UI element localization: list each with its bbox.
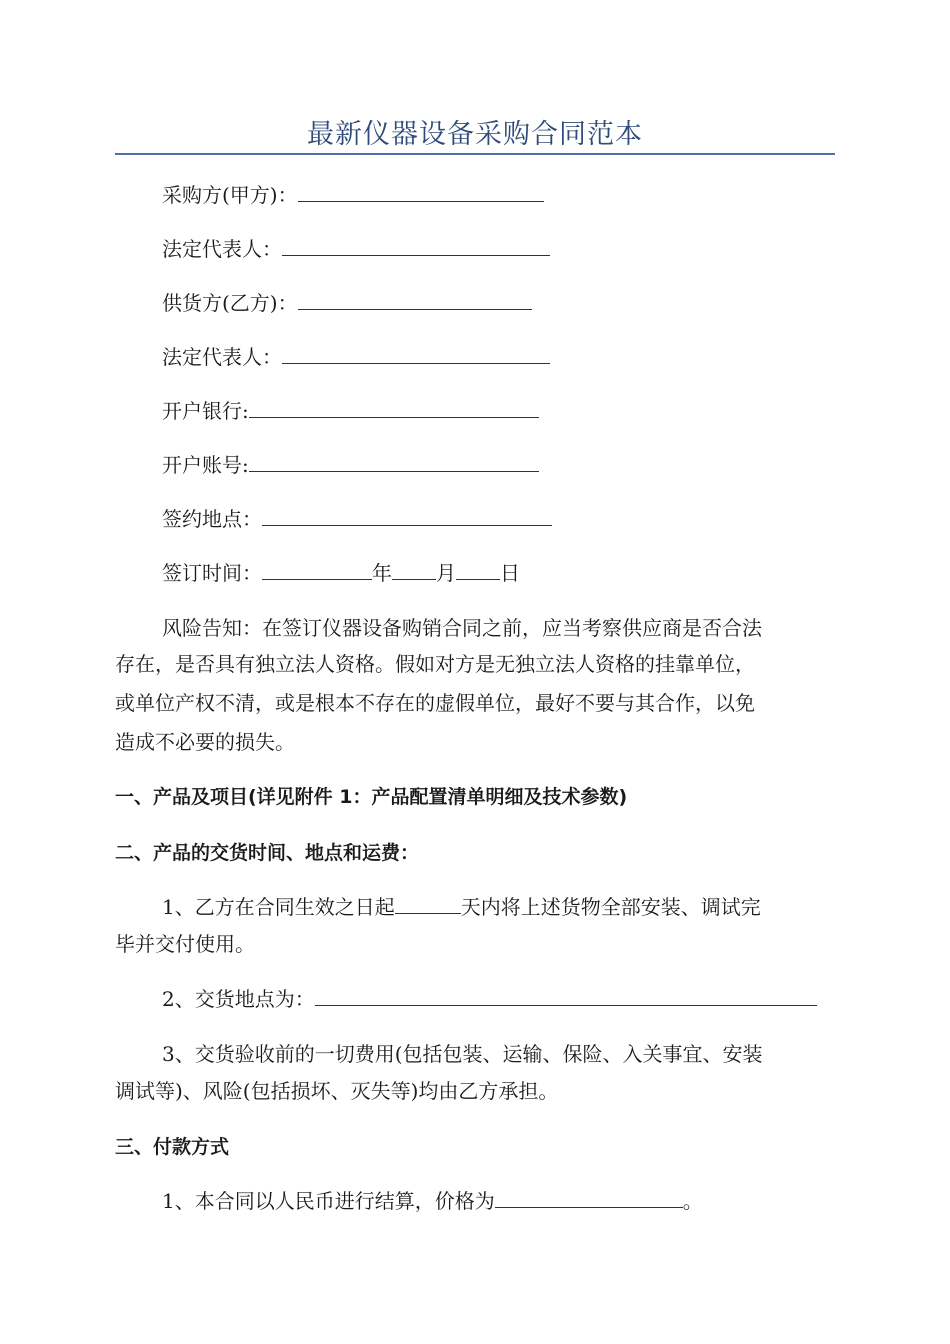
year-label: 年	[372, 561, 392, 585]
place-label: 签约地点：	[162, 507, 262, 531]
account-field	[162, 451, 539, 479]
price-blank[interactable]	[495, 1187, 683, 1208]
buyer-rep-field	[162, 235, 550, 263]
clause-delivery-place	[162, 985, 817, 1013]
delivery-place-blank[interactable]	[315, 985, 817, 1006]
risk-notice-line: 存在，是否具有独立法人资格。假如对方是无独立法人资格的挂靠单位，	[115, 652, 755, 676]
date-label: 签订时间：	[162, 561, 262, 585]
place-blank[interactable]	[262, 505, 552, 526]
bank-blank[interactable]	[249, 397, 539, 418]
clause-text: 。	[682, 1189, 703, 1213]
month-blank[interactable]	[392, 559, 436, 580]
buyer-rep-label: 法定代表人：	[162, 237, 282, 261]
risk-notice-line: 造成不必要的损失。	[115, 730, 295, 754]
clause-delivery-time-cont: 毕并交付使用。	[115, 932, 255, 956]
supplier-label: 供货方(乙方)：	[162, 291, 298, 315]
place-field	[162, 505, 552, 533]
supplier-field	[162, 289, 532, 317]
clause-text: 天内将上述货物全部安装、调试完	[460, 895, 761, 919]
section-heading-payment: 三、付款方式	[115, 1136, 230, 1158]
document-title: 最新仪器设备采购合同范本	[307, 119, 643, 150]
title-underline	[115, 153, 835, 155]
clause-costs-cont: 调试等)、风险(包括损坏、灭失等)均由乙方承担。	[115, 1079, 559, 1103]
date-field	[162, 559, 520, 587]
buyer-blank[interactable]	[298, 181, 544, 202]
buyer-rep-blank[interactable]	[282, 235, 550, 256]
bank-field	[162, 397, 539, 425]
clause-text: 1、本合同以人民币进行结算，价格为	[162, 1189, 495, 1213]
supplier-rep-blank[interactable]	[282, 343, 550, 364]
account-blank[interactable]	[249, 451, 539, 472]
buyer-field	[162, 181, 544, 209]
section-heading-products: 一、产品及项目(详见附件 1：产品配置清单明细及技术参数)	[115, 786, 628, 808]
day-label: 日	[500, 561, 520, 585]
year-blank[interactable]	[262, 559, 372, 580]
buyer-label: 采购方(甲方)：	[162, 183, 298, 207]
month-label: 月	[436, 561, 456, 585]
clause-text: 2、交货地点为：	[162, 987, 315, 1011]
risk-notice-line: 风险告知：在签订仪器设备购销合同之前，应当考察供应商是否合法	[162, 616, 762, 640]
supplier-rep-field	[162, 343, 550, 371]
clause-costs: 3、交货验收前的一切费用(包括包装、运输、保险、入关事宜、安装	[162, 1042, 763, 1066]
days-blank[interactable]	[395, 893, 461, 914]
clause-text: 1、乙方在合同生效之日起	[162, 895, 395, 919]
risk-notice-line: 或单位产权不清，或是根本不存在的虚假单位，最好不要与其合作，以免	[115, 691, 755, 715]
day-blank[interactable]	[456, 559, 500, 580]
clause-delivery-time	[162, 893, 761, 921]
bank-label: 开户银行:	[162, 399, 249, 423]
supplier-blank[interactable]	[298, 289, 532, 310]
account-label: 开户账号:	[162, 453, 249, 477]
supplier-rep-label: 法定代表人：	[162, 345, 282, 369]
section-heading-delivery: 二、产品的交货时间、地点和运费：	[115, 842, 420, 864]
clause-price	[162, 1187, 703, 1215]
